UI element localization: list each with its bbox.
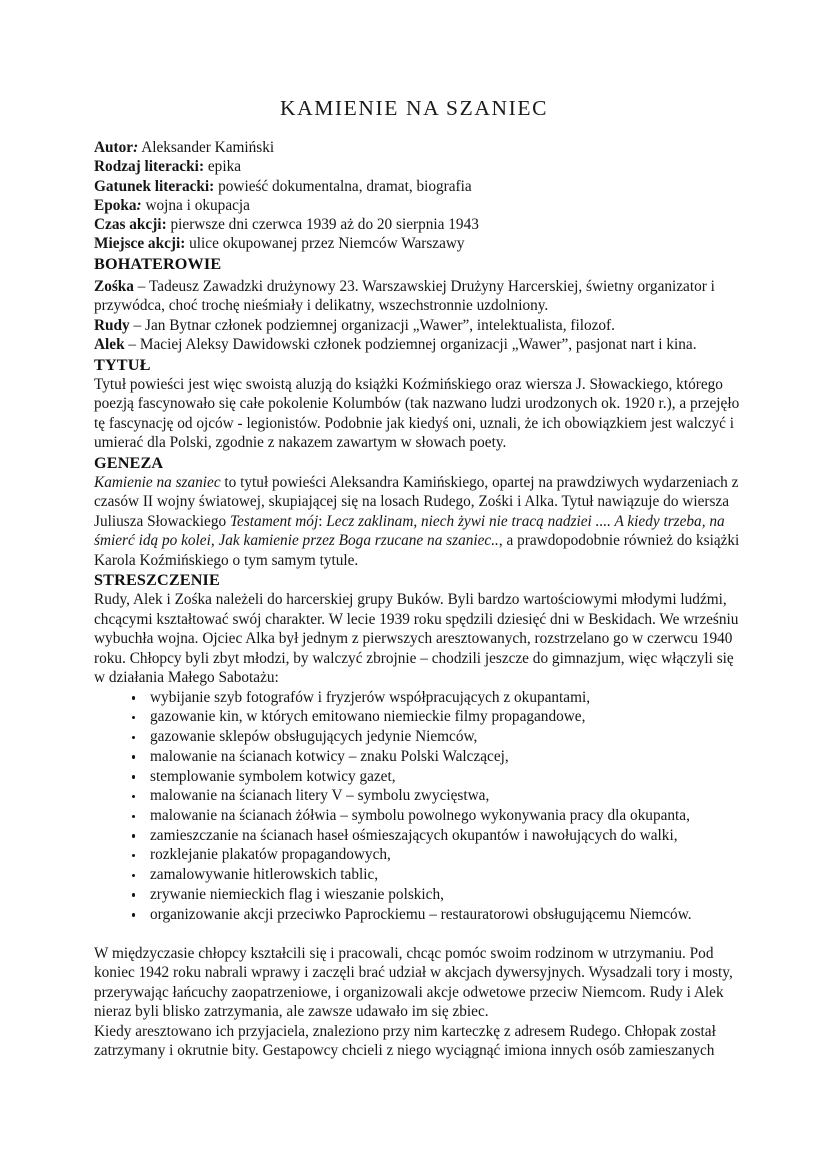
metadata-value-miejsce-akcji: ulice okupowanej przez Niemców Warszawy bbox=[189, 235, 465, 253]
section-paragraph-tytul: Tytuł powieści jest więc swoistą aluzją do książki Koźmińskiego oraz wiersza J. Słowackiego, którego poezją fascynowało się całe pokolenie Kolumbów (tak nazwano ludzi urodzonych ok. 1920 r.), a przejęło tę fascynację od ojców - legionistów. Podobnie jak kiedyś oni, uznali, że ich obowiązkiem jest walczyć i umierać dla Polski, zgodnie z nakazem zawartym w słowach poety. bbox=[94, 375, 740, 452]
character-dash-alek: – bbox=[124, 336, 140, 354]
geneza-text-3: , a prawdopodobnie również do książki Karola Koźmińskiego o tym samym tytule. bbox=[94, 532, 740, 569]
metadata-list bbox=[94, 138, 742, 254]
metadata-row-gatunek-literacki bbox=[94, 177, 742, 196]
geneza-text-1: to tytuł powieści Aleksandra Kamińskiego, opartej na prawdziwych wydarzeniach z czasów II wojny światowej, skupiającej się na losach Rudego, Zośki i Alka. Tytuł nawiązuje do wiersza Juliusza Słowackiego bbox=[94, 473, 739, 530]
streszczenie-intro-paragraph: Rudy, Alek i Zośka należeli do harcerskiej grupy Buków. Byli bardzo wartościowymi młodymi ludźmi, chcącymi kształtować swój charakter. W lecie 1939 roku spędzili dziesięć dni w Beskidach. We wrześniu wybuchła wojna. Ojciec Alka był jednym z pierwszych aresztowanych, rozstrzelano go w czerwcu 1940 roku. Chłopcy byli zbyt młodzi, by walczyć zbrojnie – chodzili jeszcze do gimnazjum, więc włączyli się w działania Małego Sabotażu: bbox=[94, 591, 739, 687]
metadata-row-autor bbox=[94, 138, 742, 157]
character-entry-alek bbox=[94, 335, 742, 355]
characters-block bbox=[94, 277, 742, 355]
list-item: wybijanie szyb fotografów i fryzjerów współpracujących z okupantami, bbox=[150, 688, 742, 708]
section-heading-bohaterowie: BOHATEROWIE bbox=[94, 254, 222, 273]
character-description-zoska: Tadeusz Zawadzki drużynowy 23. Warszawskiej Drużyny Harcerskiej, świetny organizator i przywódca, choć trochę nieśmiały i delikatny, wszechstronnie uzdolniony. bbox=[94, 277, 715, 315]
geneza-book-title: Kamienie na szaniec bbox=[94, 473, 221, 491]
character-description-alek: Maciej Aleksy Dawidowski członek podziemnej organizacji „Wawer”, pasjonat nart i kina. bbox=[139, 336, 697, 354]
character-description-rudy: Jan Bytnar członek podziemnej organizacji „Wawer”, intelektualista, filozof. bbox=[145, 316, 615, 334]
document-body bbox=[94, 138, 742, 1061]
metadata-row-miejsce-akcji bbox=[94, 234, 742, 253]
metadata-label-gatunek-literacki: Gatunek literacki: bbox=[94, 177, 215, 195]
paragraph-spacer bbox=[94, 924, 742, 944]
section-heading-streszczenie: STRESZCZENIE bbox=[94, 571, 220, 590]
metadata-label-miejsce-akcji: Miejsce akcji: bbox=[94, 235, 186, 253]
geneza-poem-title: Testament mój bbox=[229, 512, 319, 530]
list-item: organizowanie akcji przeciwko Paprockiemu – restauratorowi obsługującemu Niemców. bbox=[150, 905, 742, 925]
list-item: zamieszczanie na ścianach haseł ośmieszających okupantów i nawołujących do walki, bbox=[150, 826, 742, 846]
character-entry-zoska bbox=[94, 277, 742, 316]
character-name-alek: Alek bbox=[94, 336, 125, 354]
character-dash-zoska: – bbox=[133, 277, 149, 295]
section-heading-geneza: GENEZA bbox=[94, 453, 164, 472]
metadata-label-epoka: Epoka: bbox=[94, 196, 142, 214]
list-item: gazowanie kin, w których emitowano niemieckie filmy propagandowe, bbox=[150, 707, 742, 727]
streszczenie-paragraph-after-list: W międzyczasie chłopcy kształcili się i pracowali, chcąc pomóc swoim rodzinom w utrzymaniu. Pod koniec 1942 roku nabrali wprawy i zaczęli brać udział w akcjach dywersyjnych. Wysadzali tory i mosty, przerywając łańcuchy zaopatrzeniowe, i organizowali akcje odwetowe przeciw Niemcom. Rudy i Alek nieraz byli blisko zatrzymania, ale zawsze udawało im się zbiec. bbox=[94, 944, 733, 1021]
metadata-row-czas-akcji bbox=[94, 215, 742, 234]
character-name-rudy: Rudy bbox=[94, 316, 130, 334]
metadata-value-epoka: wojna i okupacja bbox=[145, 196, 250, 214]
list-item: malowanie na ścianach żółwia – symbolu powolnego wykonywania pracy dla okupanta, bbox=[150, 806, 742, 826]
character-name-zoska: Zośka bbox=[94, 277, 134, 295]
list-item: rozklejanie plakatów propagandowych, bbox=[150, 845, 742, 865]
streszczenie-paragraph-final: Kiedy aresztowano ich przyjaciela, znaleziono przy nim karteczkę z adresem Rudego. Chłopak został zatrzymany i okrutnie bity. Gestapowcy chcieli z niego wyciągnąć imiona innych osób zamieszanych bbox=[94, 1022, 716, 1060]
list-item: zamalowywanie hitlerowskich tablic, bbox=[150, 865, 742, 885]
geneza-text-2: : bbox=[318, 512, 327, 530]
list-item: zrywanie niemieckich flag i wieszanie polskich, bbox=[150, 885, 742, 905]
character-dash-rudy: – bbox=[129, 316, 146, 334]
page-title: KAMIENIE NA SZANIEC bbox=[279, 96, 549, 120]
sabotage-actions-list bbox=[94, 688, 742, 924]
list-item: stemplowanie symbolem kotwicy gazet, bbox=[150, 767, 742, 787]
metadata-value-rodzaj-literacki: epika bbox=[207, 158, 242, 176]
metadata-label-rodzaj-literacki: Rodzaj literacki: bbox=[94, 158, 205, 176]
section-heading-tytul: TYTUŁ bbox=[94, 355, 151, 374]
list-item: malowanie na ścianach kotwicy – znaku Polski Walczącej, bbox=[150, 747, 742, 767]
list-item: gazowanie sklepów obsługujących jedynie Niemców, bbox=[150, 727, 742, 747]
metadata-row-epoka bbox=[94, 196, 742, 215]
metadata-row-rodzaj-literacki bbox=[94, 157, 742, 176]
metadata-value-gatunek-literacki: powieść dokumentalna, dramat, biografia bbox=[218, 177, 472, 195]
list-item: malowanie na ścianach litery V – symbolu zwycięstwa, bbox=[150, 786, 742, 806]
geneza-poem-quote: Lecz zaklinam, niech żywi nie tracą nadziei .... A kiedy trzeba, na śmierć idą po kolei, Jak kamienie przez Boga rzucane na szaniec.. bbox=[94, 512, 725, 550]
metadata-value-czas-akcji: pierwsze dni czerwca 1939 aż do 20 sierpnia 1943 bbox=[170, 216, 479, 234]
character-entry-rudy bbox=[94, 316, 742, 336]
section-paragraph-geneza bbox=[94, 473, 742, 571]
metadata-label-czas-akcji: Czas akcji: bbox=[94, 216, 167, 234]
metadata-label-autor: Autor: bbox=[94, 139, 139, 156]
metadata-value-autor: Aleksander Kamiński bbox=[141, 139, 275, 156]
